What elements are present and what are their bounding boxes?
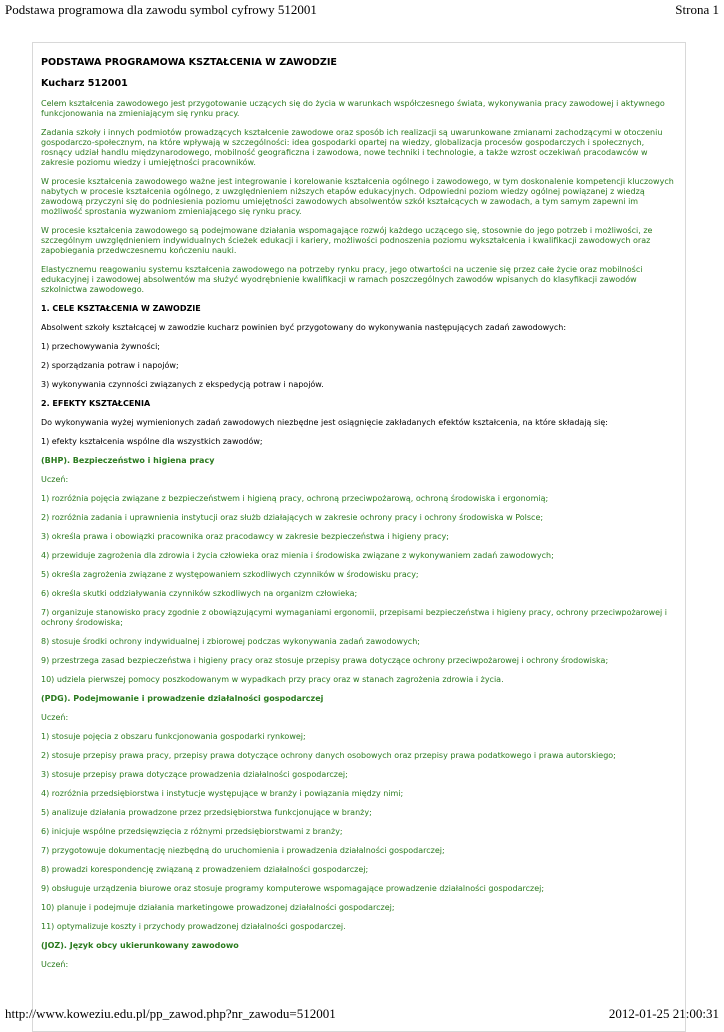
list-item: 5) określa zagrożenia związane z występowaniem szkodliwych czynników w środowisku pracy; — [41, 570, 419, 579]
list-item: 8) stosuje środki ochrony indywidualnej i zbiorowej podczas wykonywania zadań zawodowych; — [41, 637, 420, 646]
list-item: 2) sporządzania potraw i napojów; — [41, 361, 179, 370]
list-item: 10) udziela pierwszej pomocy poszkodowanym w wypadkach przy pracy oraz w stanach zagrożenia zdrowia i życia. — [41, 675, 504, 684]
list-item: 1) rozróżnia pojęcia związane z bezpieczeństwem i higieną pracy, ochroną przeciwpożarową, ochroną środowiska i ergonomią; — [41, 494, 549, 503]
intro-paragraph: Elastycznemu reagowaniu systemu kształcenia zawodowego na potrzeby rynku pracy, jego otwartości na uczenie się przez całe życie oraz mobilności edukacyjnej i zawodowej absolwentów ma służyć wyodrębnienie kwalifikacji w ramach poszczególnych zawodów wpisanych do klasyfikacji zawodów szkolnictwa zawodowego. — [41, 265, 643, 294]
list-item: 9) przestrzega zasad bezpieczeństwa i higieny pracy oraz stosuje przepisy prawa dotyczące ochrony przeciwpożarowej i ochrony środowiska; — [41, 656, 609, 665]
document-subtitle: Kucharz 512001 — [41, 78, 128, 89]
section-lead: Absolwent szkoły kształcącej w zawodzie kucharz powinien być przygotowany do wykonywania następujących zadań zawodowych: — [41, 323, 567, 332]
list-item: 1) stosuje pojęcia z obszaru funkcjonowania gospodarki rynkowej; — [41, 732, 306, 741]
list-item: 6) inicjuje wspólne przedsięwzięcia z różnymi przedsiębiorstwami z branży; — [41, 827, 343, 836]
print-header-title: Podstawa programowa dla zawodu symbol cyfrowy 512001 — [5, 2, 317, 17]
section-heading-goals: 1. CELE KSZTAŁCENIA W ZAWODZIE — [41, 304, 201, 313]
student-label: Uczeń: — [41, 713, 69, 722]
print-footer-datetime: 2012-01-25 21:00:31 — [608, 1006, 719, 1021]
list-item: 6) określa skutki oddziaływania czynników szkodliwych na organizm człowieka; — [41, 589, 358, 598]
list-item: 7) organizuje stanowisko pracy zgodnie z obowiązującymi wymaganiami ergonomii, przepisami bezpieczeństwa i higieny pracy, ochrony przeciwpożarowej i ochrony środowiska; — [41, 608, 668, 627]
intro-paragraph: Celem kształcenia zawodowego jest przygotowanie uczących się do życia w warunkach współczesnego świata, wykonywania pracy zawodowej i aktywnego funkcjonowania na zmieniającym się rynku pracy. — [41, 99, 665, 118]
list-item: 3) wykonywania czynności związanych z ekspedycją potraw i napojów. — [41, 380, 324, 389]
print-header-page-number: Strona 1 — [675, 2, 719, 17]
section-lead: Do wykonywania wyżej wymienionych zadań zawodowych niezbędne jest osiągnięcie zakładanych efektów kształcenia, na które składają się: — [41, 418, 608, 427]
document-content — [41, 57, 677, 979]
list-item: 1) przechowywania żywności; — [41, 342, 160, 351]
list-item: 9) obsługuje urządzenia biurowe oraz stosuje programy komputerowe wspomagające prowadzenie działalności gospodarczej; — [41, 884, 545, 893]
list-item: 3) określa prawa i obowiązki pracownika oraz pracodawcy w zakresie bezpieczeństwa i higieny pracy; — [41, 532, 449, 541]
list-item: 10) planuje i podejmuje działania marketingowe prowadzonej działalności gospodarczej; — [41, 903, 395, 912]
subsection-heading-pdg: (PDG). Podejmowanie i prowadzenie działalności gospodarczej — [41, 694, 324, 703]
print-header — [5, 2, 719, 18]
list-item: 3) stosuje przepisy prawa dotyczące prowadzenia działalności gospodarczej; — [41, 770, 348, 779]
intro-paragraph: W procesie kształcenia zawodowego są podejmowane działania wspomagające rozwój każdego uczącego się, stosownie do jego potrzeb i możliwości, ze szczególnym uwzględnieniem indywidualnych ścieżek edukacji i kariery, możliwości podnoszenia poziomu wykształcenia i kwalifikacji zawodowych oraz zapobiegania przedwczesnemu kończeniu nauki. — [41, 226, 653, 255]
section-heading-outcomes: 2. EFEKTY KSZTAŁCENIA — [41, 399, 151, 408]
list-item: 1) efekty kształcenia wspólne dla wszystkich zawodów; — [41, 437, 263, 446]
print-footer-url: http://www.koweziu.edu.pl/pp_zawod.php?nr_zawodu=512001 — [5, 1006, 336, 1021]
list-item: 2) rozróżnia zadania i uprawnienia instytucji oraz służb działających w zakresie ochrony pracy i ochrony środowiska w Polsce; — [41, 513, 544, 522]
intro-paragraph: W procesie kształcenia zawodowego ważne jest integrowanie i korelowanie kształcenia ogólnego i zawodowego, w tym doskonalenie kompetencji kluczowych nabytych w procesie kształcenia ogólnego, z uwzględnieniem niższych etapów edukacyjnych. Odpowiedni poziom wiedzy ogólnej powiązanej z wiedzą zawodową przyczyni się do podniesienia poziomu umiejętności zawodowych absolwentów szkół kształcących w zawodach, a tym samym zapewni im możliwość sprostania wyzwaniom zmieniającego się rynku pracy. — [41, 177, 674, 216]
student-label: Uczeń: — [41, 475, 69, 484]
list-item: 4) przewiduje zagrożenia dla zdrowia i życia człowieka oraz mienia i środowiska związane z wykonywaniem zadań zawodowych; — [41, 551, 554, 560]
list-item: 8) prowadzi korespondencję związaną z prowadzeniem działalności gospodarczej; — [41, 865, 369, 874]
print-footer — [5, 1006, 719, 1022]
document-title: PODSTAWA PROGRAMOWA KSZTAŁCENIA W ZAWODZIE — [41, 57, 337, 68]
subsection-heading-bhp: (BHP). Bezpieczeństwo i higiena pracy — [41, 456, 215, 465]
document-frame — [32, 42, 686, 1032]
subsection-heading-joz: (JOZ). Język obcy ukierunkowany zawodowo — [41, 941, 239, 950]
list-item: 2) stosuje przepisy prawa pracy, przepisy prawa dotyczące ochrony danych osobowych oraz przepisy prawa podatkowego i prawa autorskiego; — [41, 751, 616, 760]
student-label: Uczeń: — [41, 960, 69, 969]
list-item: 7) przygotowuje dokumentację niezbędną do uruchomienia i prowadzenia działalności gospodarczej; — [41, 846, 445, 855]
list-item: 4) rozróżnia przedsiębiorstwa i instytucje występujące w branży i powiązania między nimi; — [41, 789, 404, 798]
list-item: 5) analizuje działania prowadzone przez przedsiębiorstwa funkcjonujące w branży; — [41, 808, 372, 817]
intro-paragraph: Zadania szkoły i innych podmiotów prowadzących kształcenie zawodowe oraz sposób ich realizacji są uwarunkowane zmianami zachodzącymi w otoczeniu gospodarczo-społecznym, na które wpływają w szczególności: idea gospodarki opartej na wiedzy, globalizacja procesów gospodarczych i społecznych, rosnący udział handlu międzynarodowego, mobilność geograficzna i zawodowa, nowe techniki i technologie, a także wzrost oczekiwań pracodawców w zakresie poziomu wiedzy i umiejętności pracowników. — [41, 128, 663, 167]
list-item: 11) optymalizuje koszty i przychody prowadzonej działalności gospodarczej. — [41, 922, 346, 931]
